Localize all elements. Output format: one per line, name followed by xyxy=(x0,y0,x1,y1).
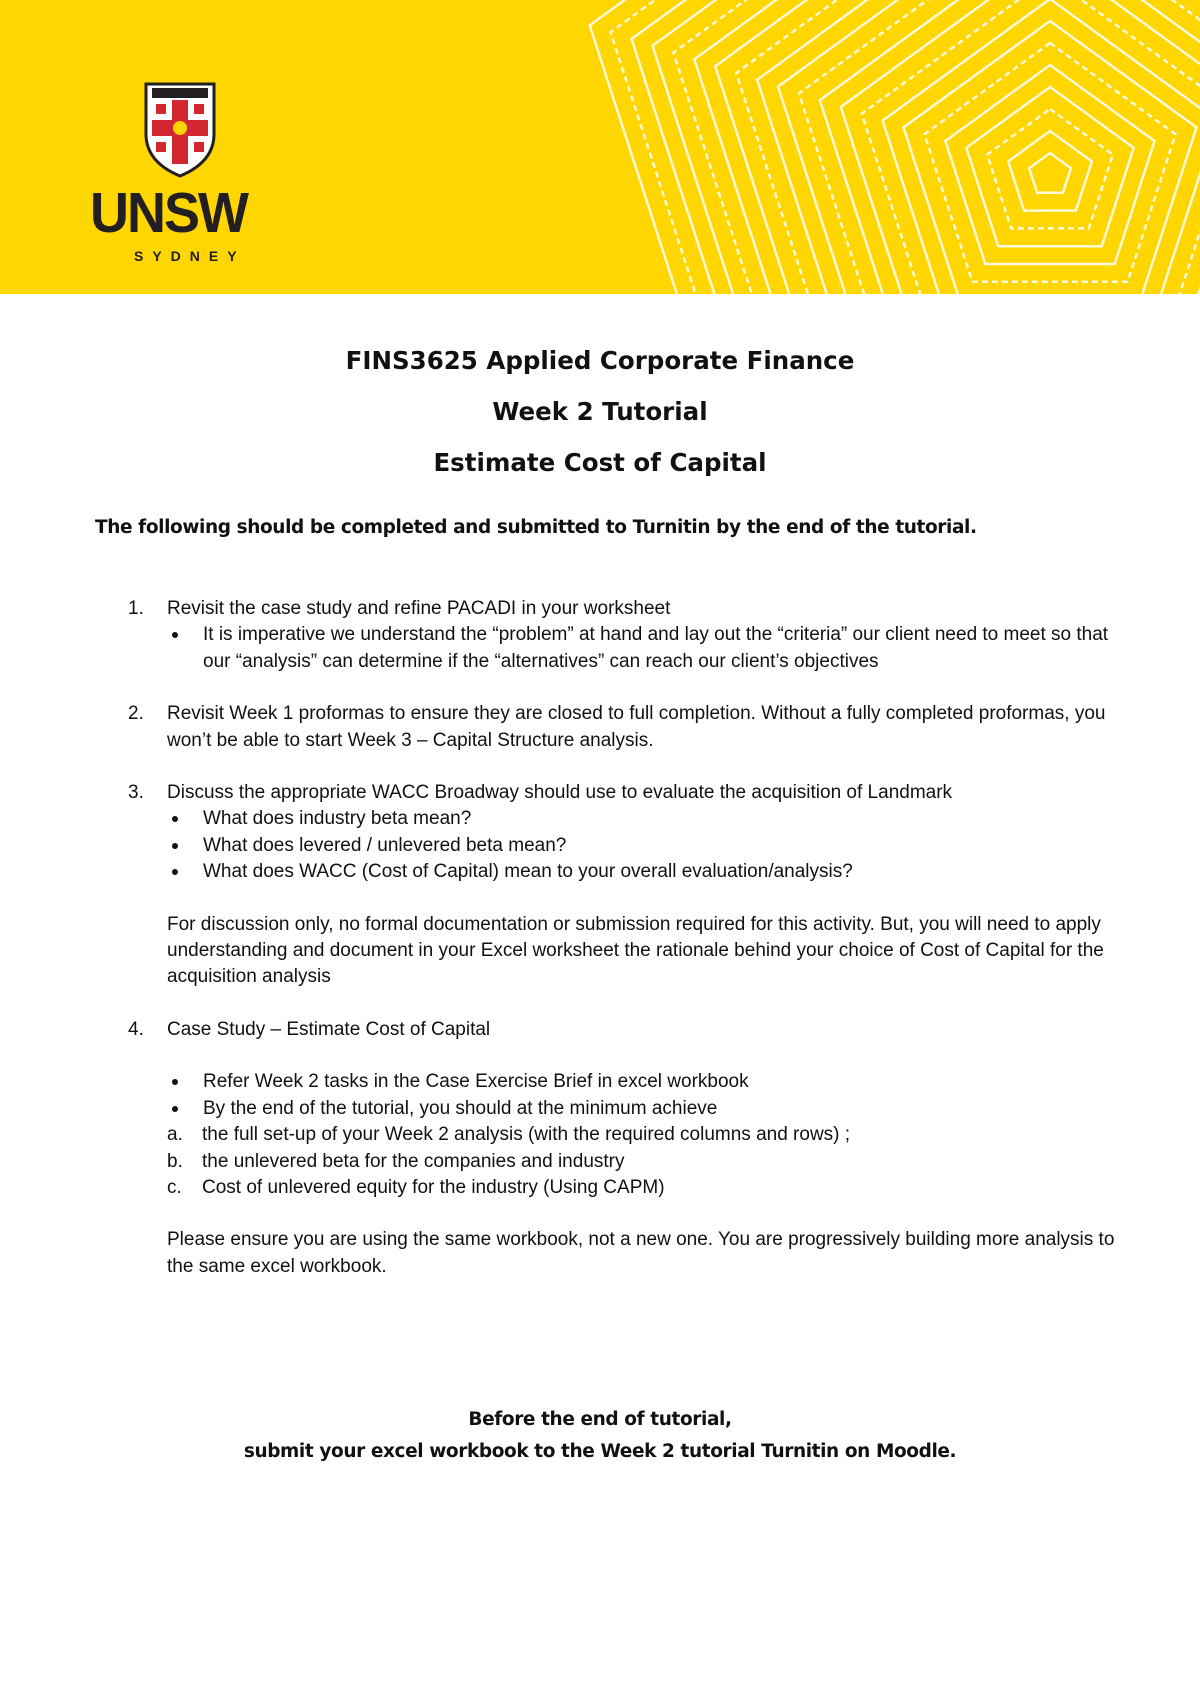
list-item xyxy=(95,780,1115,991)
bullet-item: Refer Week 2 tasks in the Case Exercise Brief in excel workbook xyxy=(167,1069,1115,1095)
pattern-ring xyxy=(715,0,1200,294)
logo-subtext: SYDNEY xyxy=(134,248,246,264)
pattern-ring xyxy=(1029,153,1071,193)
closing-instructions xyxy=(0,1404,1200,1468)
bullet-item: What does levered / unlevered beta mean? xyxy=(167,833,1115,859)
sub-text: the full set-up of your Week 2 analysis (with the required columns and rows) ; xyxy=(202,1124,851,1146)
sub-text: the unlevered beta for the companies and industry xyxy=(202,1150,625,1172)
spacer xyxy=(95,675,1115,701)
intro-text: The following should be completed and submitted to Turnitin by the end of the tutorial. xyxy=(95,517,977,538)
spacer xyxy=(167,1201,1115,1227)
list-item xyxy=(95,701,1115,754)
pattern-ring xyxy=(904,21,1197,294)
header-banner xyxy=(0,0,1200,294)
week-title: Week 2 Tutorial xyxy=(492,397,708,426)
course-title: FINS3625 Applied Corporate Finance xyxy=(345,346,855,375)
item-number: 1. xyxy=(128,598,144,619)
pattern-ring xyxy=(1008,131,1092,211)
sub-item xyxy=(95,1149,1115,1175)
list-item xyxy=(95,1017,1115,1280)
closing-line-1: Before the end of tutorial, xyxy=(468,1409,732,1430)
item-number: 4. xyxy=(128,1018,144,1040)
spacer xyxy=(95,754,1115,780)
sub-text: Cost of unlevered equity for the industry (Using CAPM) xyxy=(202,1176,665,1198)
sub-item xyxy=(95,1175,1115,1201)
pattern-ring xyxy=(945,65,1154,264)
task-list xyxy=(95,596,1115,1280)
pattern-ring xyxy=(862,0,1200,294)
closing-line-2: submit your excel workbook to the Week 2 tutorial Turnitin on Moodle. xyxy=(243,1441,957,1462)
sub-label: c. xyxy=(167,1176,182,1198)
list-item xyxy=(95,596,1115,675)
item-number: 2. xyxy=(128,703,144,725)
item-text: Case Study – Estimate Cost of Capital xyxy=(167,1018,491,1040)
unsw-logo xyxy=(90,78,270,268)
spacer xyxy=(167,1043,1115,1069)
pattern-ring xyxy=(841,0,1200,294)
item-note: For discussion only, no formal documentation or submission required for this activity. But, you will need to apply understanding and document in your Excel worksheet the rationale behind your choice of Cost of Capital for the acquisition analysis xyxy=(167,913,1104,988)
spacer xyxy=(167,886,1115,912)
crest-icon xyxy=(142,78,218,178)
sub-label: a. xyxy=(167,1124,183,1146)
bullet-item: By the end of the tutorial, you should at the minimum achieve xyxy=(167,1096,1115,1122)
pattern-ring xyxy=(673,0,1200,294)
item-text: Revisit the case study and refine PACADI in your worksheet xyxy=(167,598,671,619)
bullet-item: It is imperative we understand the “problem” at hand and lay out the “criteria” our client need to meet so that our “analysis” can determine if the “alternatives” can reach our client’s objectives xyxy=(167,622,1115,675)
item-text: Discuss the appropriate WACC Broadway should use to evaluate the acquisition of Landmark xyxy=(167,782,953,804)
sub-label: b. xyxy=(167,1150,183,1172)
bullet-item: What does WACC (Cost of Capital) mean to your overall evaluation/analysis? xyxy=(167,859,1115,885)
item-number: 3. xyxy=(128,782,144,804)
item-text: Revisit Week 1 proformas to ensure they are closed to full completion. Without a fully completed proformas, you won’t be able to start Week 3 – Capital Structure analysis. xyxy=(167,703,1106,751)
title-block xyxy=(0,346,1200,499)
bullet-item: What does industry beta mean? xyxy=(167,806,1115,832)
logo-wordmark: UNSW xyxy=(90,181,247,245)
sub-item xyxy=(95,1122,1115,1148)
topic-title: Estimate Cost of Capital xyxy=(433,448,767,477)
spacer xyxy=(95,991,1115,1017)
item-note: Please ensure you are using the same workbook, not a new one. You are progressively building more analysis to the same excel workbook. xyxy=(167,1229,1115,1277)
